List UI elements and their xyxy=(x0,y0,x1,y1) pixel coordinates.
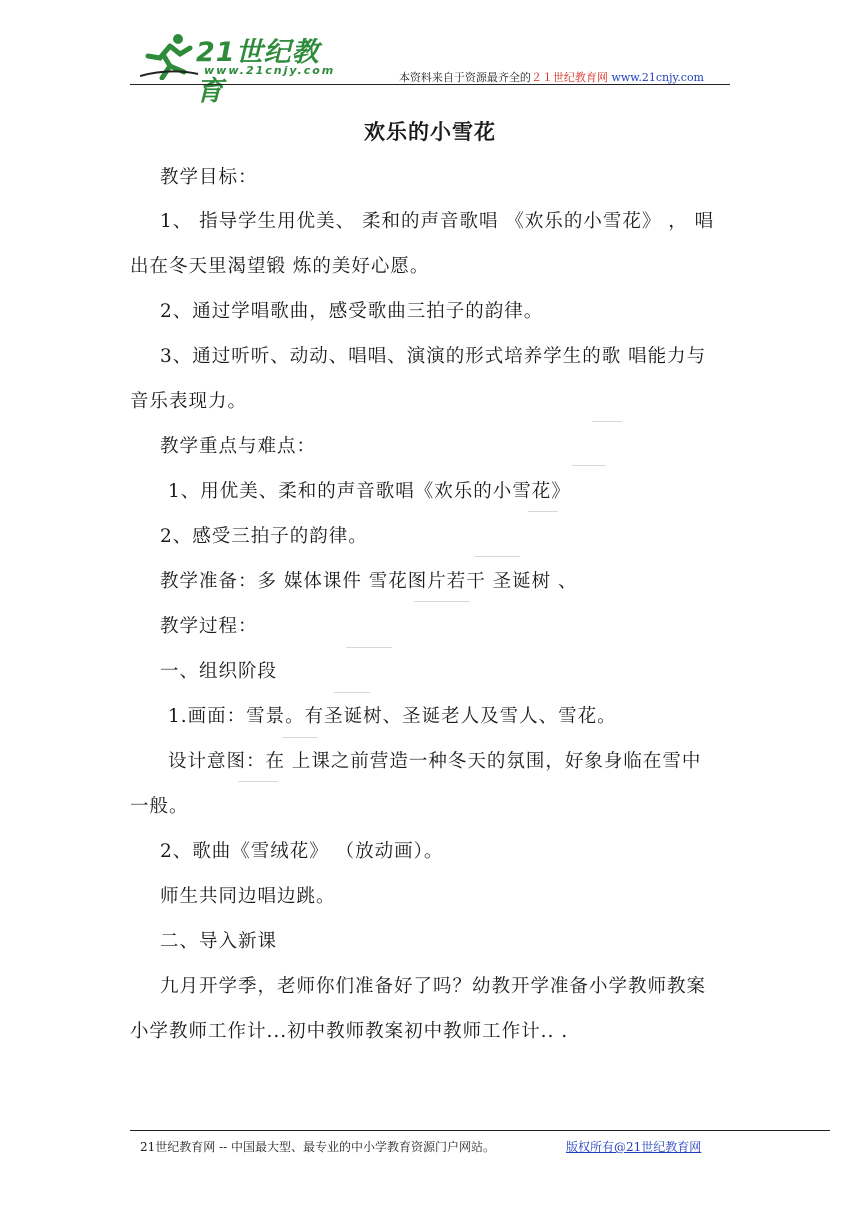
faint-mark xyxy=(592,421,622,422)
paragraph-line: 1.画面：雪景。有圣诞树、圣诞老人及雪人、雪花。 xyxy=(168,706,617,727)
paragraph-line: 音乐表现力。 xyxy=(130,391,248,412)
faint-mark xyxy=(528,511,558,512)
logo-url: www.21cnjy.com xyxy=(204,64,336,77)
logo-text: 21世纪教育 xyxy=(196,37,320,107)
header-url-link[interactable]: www.21cnjy.com xyxy=(611,71,704,84)
header-note-prefix: 本资料来自于资源最齐全的 xyxy=(398,71,531,84)
faint-mark xyxy=(346,647,392,648)
section-heading: 教学重点与难点： xyxy=(160,436,317,457)
faint-mark xyxy=(572,465,606,466)
paragraph-line: 出在冬天里渴望锻 炼的美好心愿。 xyxy=(130,256,430,277)
paragraph-line: 2、感受三拍子的韵律。 xyxy=(160,526,368,547)
logo[interactable] xyxy=(140,28,340,107)
document-title: 欢乐的小雪花 xyxy=(364,119,496,144)
faint-mark xyxy=(474,556,520,557)
section-heading: 教学目标： xyxy=(160,167,258,188)
paragraph-line: 1、用优美、柔和的声音歌唱《欢乐的小雪花》 xyxy=(168,481,571,502)
footer-copyright-link[interactable]: 版权所有@21世纪教育网 xyxy=(566,1140,702,1154)
section-heading: 二、导入新课 xyxy=(160,931,278,952)
section-heading: 教学过程： xyxy=(160,616,258,637)
faint-mark xyxy=(414,601,470,602)
page-header xyxy=(130,28,730,107)
paragraph-line: 小学教师工作计...初中教师教案初中教师工作计.. . xyxy=(130,1021,569,1042)
paragraph-line: 设计意图：在 上课之前营造一种冬天的氛围，好象身临在雪中 xyxy=(168,751,702,772)
header-divider xyxy=(130,84,730,85)
faint-mark xyxy=(334,692,370,693)
footer-text: 21世纪教育网 -- 中国最大型、最专业的中小学教育资源门户网站。 xyxy=(140,1140,496,1154)
paragraph-line: 九月开学季，老师你们准备好了吗？幼教开学准备小学教师教案 xyxy=(160,976,707,997)
paragraph-line: 3、通过听听、动动、唱唱、演演的形式培养学生的歌 唱能力与 xyxy=(160,346,707,367)
paragraph-line: 2、歌曲《雪绒花》 （放动画）。 xyxy=(160,841,444,862)
footer-divider xyxy=(130,1130,830,1131)
paragraph-line: 师生共同边唱边跳。 xyxy=(160,886,336,907)
faint-mark xyxy=(238,781,278,782)
runner-logo-icon xyxy=(140,32,200,80)
section-heading: 一、组织阶段 xyxy=(160,661,278,682)
header-site-link[interactable]: ２１世纪教育网 xyxy=(530,71,608,84)
paragraph-line: 1、 指导学生用优美、 柔和的声音歌唱 《欢乐的小雪花》 ， 唱 xyxy=(160,211,715,232)
faint-mark xyxy=(282,737,318,738)
paragraph-line: 一般。 xyxy=(130,796,189,817)
paragraph-line: 2、通过学唱歌曲，感受歌曲三拍子的韵律。 xyxy=(160,301,544,322)
paragraph-line: 教学准备：多 媒体课件 雪花图片若干 圣诞树 、 xyxy=(160,571,578,592)
header-note xyxy=(399,69,704,85)
